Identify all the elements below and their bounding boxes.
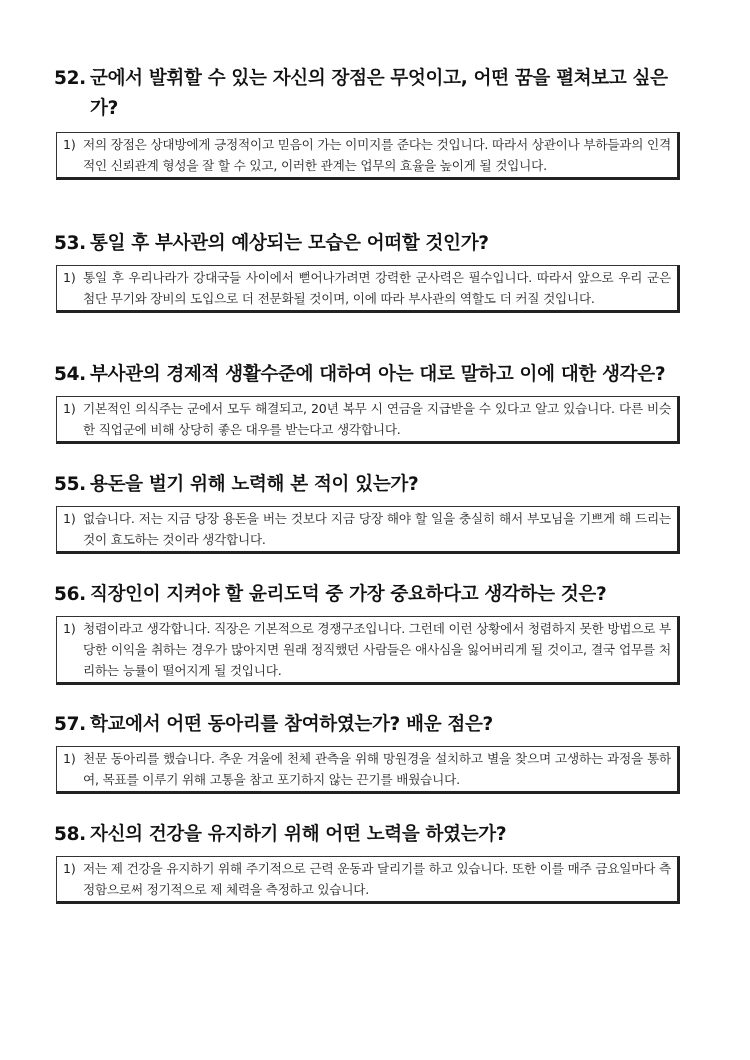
- answer-text: [63, 618, 671, 681]
- answer-box: [56, 746, 680, 794]
- answer-marker: 1): [63, 861, 76, 876]
- answer-body: 통일 후 우리나라가 강대국들 사이에서 뻗어나가려면 강력한 군사력은 필수입니다. 따라서 앞으로 우리 군은 첨단 무기와 장비의 도입으로 더 전문화될 것이며, 이에 따라 부사관의 역할도 더 커질 것입니다.: [83, 270, 671, 306]
- answer-body: 저의 장점은 상대방에게 긍정적이고 믿음이 가는 이미지를 준다는 것입니다. 따라서 상관이나 부하들과의 인격적인 신뢰관계 형성을 잘 할 수 있고, 이러한 관계는 업무의 효율을 높이게 될 것입니다.: [83, 137, 671, 173]
- question-text: 자신의 건강을 유지하기 위해 어떤 노력을 하였는가?: [90, 824, 507, 845]
- question-text: 군에서 발휘할 수 있는 자신의 장점은 무엇이고, 어떤 꿈을 펼쳐보고 싶은가?: [90, 68, 668, 119]
- qa-item-52: [54, 64, 686, 180]
- question-number: 58.: [54, 824, 86, 845]
- answer-text: [63, 398, 671, 440]
- answer-text: [63, 134, 671, 176]
- answer-text: [63, 748, 671, 790]
- question-heading: [54, 580, 686, 610]
- question-heading: [54, 820, 686, 850]
- answer-text: [63, 858, 671, 900]
- qa-item-57: [54, 710, 686, 794]
- answer-body: 기본적인 의식주는 군에서 모두 해결되고, 20년 복무 시 연금을 지급받을 수 있다고 알고 있습니다. 다른 비슷한 직업군에 비해 상당히 좋은 대우를 받는다고 생각합니다.: [83, 401, 671, 437]
- question-text: 용돈을 벌기 위해 노력해 본 적이 있는가?: [90, 474, 419, 495]
- answer-marker: 1): [63, 401, 76, 416]
- answer-body: 청렴이라고 생각합니다. 직장은 기본적으로 경쟁구조입니다. 그런데 이런 상황에서 청렴하지 못한 방법으로 부당한 이익을 취하는 경우가 많아지면 원래 정직했던 사람들은 애사심을 잃어버리게 될 것이고, 결국 업무를 처리하는 능률이 떨어지게 될 것입니다.: [83, 621, 671, 678]
- answer-box: [56, 396, 680, 444]
- answer-text: [63, 267, 671, 309]
- question-number: 54.: [54, 364, 86, 385]
- answer-marker: 1): [63, 511, 76, 526]
- question-heading: [54, 229, 686, 259]
- qa-item-56: [54, 580, 686, 685]
- question-number: 55.: [54, 474, 86, 495]
- question-heading: [54, 470, 686, 500]
- question-heading: [54, 710, 686, 740]
- question-text: 통일 후 부사관의 예상되는 모습은 어떠할 것인가?: [90, 233, 489, 254]
- answer-text: [63, 508, 671, 550]
- answer-box: [56, 132, 680, 180]
- answer-marker: 1): [63, 751, 76, 766]
- question-text: 학교에서 어떤 동아리를 참여하였는가? 배운 점은?: [90, 714, 493, 735]
- question-number: 56.: [54, 584, 86, 605]
- answer-marker: 1): [63, 137, 76, 152]
- answer-body: 없습니다. 저는 지금 당장 용돈을 버는 것보다 지금 당장 해야 할 일을 충실히 해서 부모님을 기쁘게 해 드리는 것이 효도하는 것이라 생각합니다.: [83, 511, 671, 547]
- answer-box: [56, 856, 680, 904]
- question-heading: [54, 64, 686, 124]
- question-number: 53.: [54, 233, 86, 254]
- qa-item-53: [54, 229, 686, 313]
- answer-body: 천문 동아리를 했습니다. 추운 겨울에 천체 관측을 위해 망원경을 설치하고 별을 찾으며 고생하는 과정을 통하여, 목표를 이루기 위해 고통을 참고 포기하지 않는 끈기를 배웠습니다.: [83, 751, 671, 787]
- answer-marker: 1): [63, 270, 76, 285]
- answer-box: [56, 506, 680, 554]
- question-text: 직장인이 지켜야 할 윤리도덕 중 가장 중요하다고 생각하는 것은?: [90, 584, 607, 605]
- answer-box: [56, 265, 680, 313]
- answer-marker: 1): [63, 621, 76, 636]
- answer-body: 저는 제 건강을 유지하기 위해 주기적으로 근력 운동과 달리기를 하고 있습니다. 또한 이를 매주 금요일마다 측정함으로써 정기적으로 제 체력을 측정하고 있습니다.: [83, 861, 671, 897]
- qa-item-55: [54, 470, 686, 554]
- qa-item-54: [54, 360, 686, 444]
- question-text: 부사관의 경제적 생활수준에 대하여 아는 대로 말하고 이에 대한 생각은?: [90, 364, 666, 385]
- qa-item-58: [54, 820, 686, 904]
- answer-box: [56, 616, 680, 685]
- question-number: 57.: [54, 714, 86, 735]
- question-heading: [54, 360, 686, 390]
- question-number: 52.: [54, 68, 86, 89]
